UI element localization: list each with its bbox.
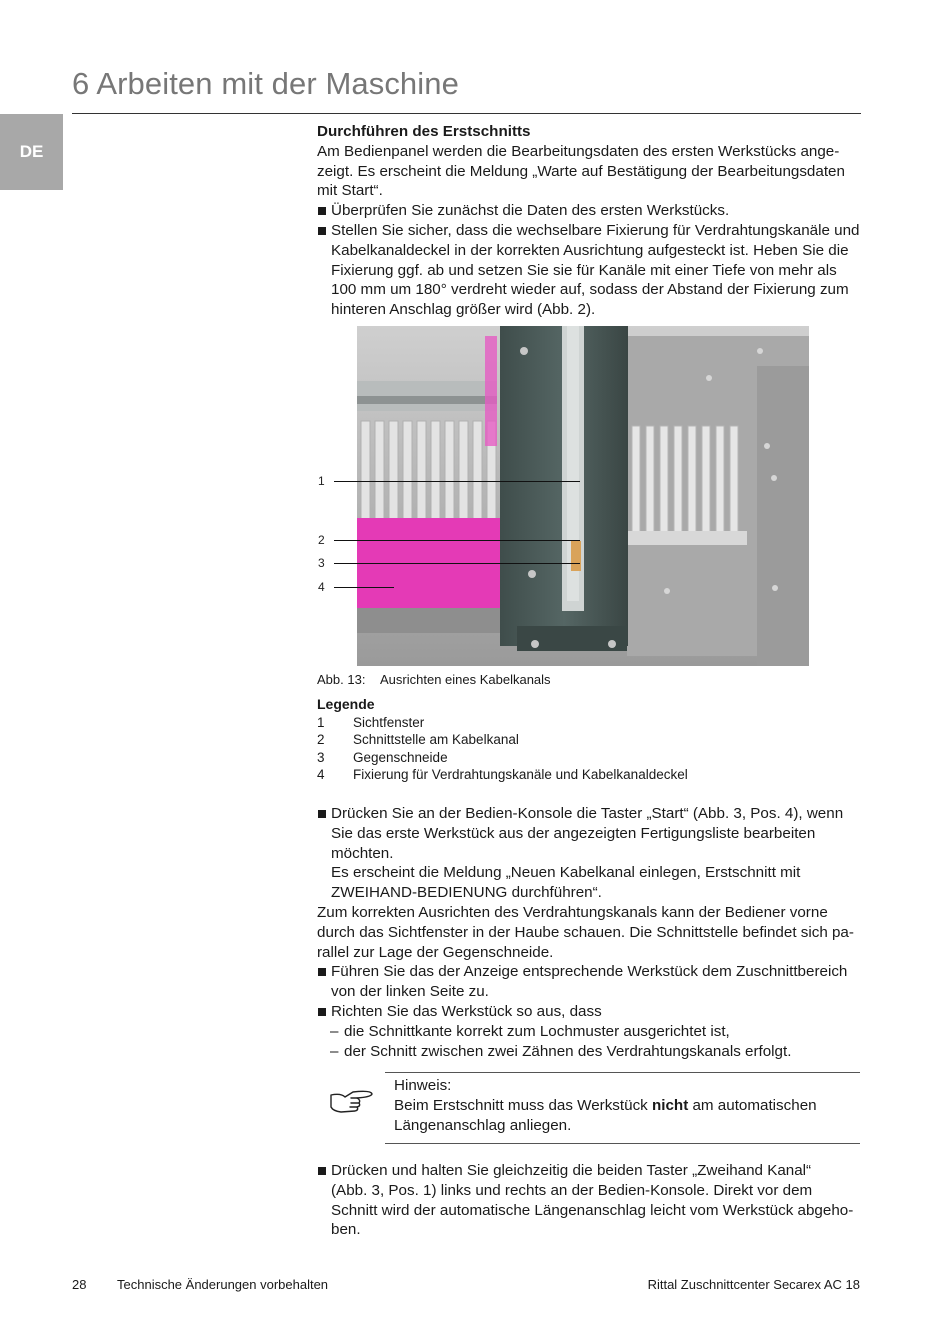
note-line: Längenanschlag anliegen. — [394, 1116, 572, 1134]
footer-right: Rittal Zuschnittcenter Secarex AC 18 — [647, 1277, 860, 1292]
footer-left: Technische Änderungen vorbehalten — [117, 1277, 329, 1292]
paragraph-line: durch das Sichtfenster in der Haube schauen. Die Schnittstelle befindet sich pa- — [317, 923, 854, 941]
bullet-line: Richten Sie das Werkstück so aus, dass — [317, 1002, 862, 1022]
callout-number: 2 — [318, 533, 325, 547]
legend-text: Sichtfenster — [353, 714, 425, 730]
result-line: Es erscheint die Meldung „Neuen Kabelkanal einlegen, Erstschnitt mit — [331, 864, 801, 882]
page-number: 28 — [72, 1277, 87, 1292]
bullet-check-data: Überprüfen Sie zunächst die Daten des ersten Werkstücks. — [317, 201, 862, 221]
note-label: Hinweis: — [394, 1077, 452, 1094]
note-text-part: Beim Erstschnitt muss das Werkstück — [394, 1096, 652, 1114]
caption-number: Abb. 13: — [317, 672, 366, 687]
dash-item: – die Schnittkante korrekt zum Lochmuster ausgerichtet ist, — [330, 1022, 730, 1040]
dash-item-text: der Schnitt zwischen zwei Zähnen des Verdrahtungskanals erfolgt. — [344, 1042, 792, 1060]
legend-text: Schnittstelle am Kabelkanal — [353, 732, 519, 748]
section-two-hand — [317, 1161, 862, 1240]
note-rule-bottom — [385, 1143, 860, 1144]
callout-line-4 — [334, 587, 394, 588]
legend-title: Legende — [317, 696, 375, 712]
paragraph-line: rallel zur Lage der Gegenschneide. — [317, 943, 554, 961]
note-rule-top — [385, 1072, 860, 1073]
callout-line-3 — [334, 563, 580, 564]
bullet-fixation — [317, 221, 862, 320]
legend-text: Fixierung für Verdrahtungskanäle und Kabelkanaldeckel — [353, 767, 688, 783]
caption-text: Ausrichten eines Kabelkanals — [380, 672, 551, 687]
legend-number: 2 — [317, 732, 325, 748]
callout-line-1 — [334, 481, 580, 482]
legend-number: 3 — [317, 749, 325, 765]
note-emphasis: nicht — [651, 1096, 689, 1114]
legend-number: 1 — [317, 714, 325, 730]
dash-item: – der Schnitt zwischen zwei Zähnen des Verdrahtungskanals erfolgt. — [330, 1042, 792, 1060]
callout-line-2 — [334, 540, 580, 541]
bullet-line: (Abb. 3, Pos. 1) links und rechts an der Bedien-Konsole. Direkt vor dem — [331, 1181, 813, 1199]
paragraph-line: Zum korrekten Ausrichten des Verdrahtungskanals kann der Bediener vorne — [317, 903, 828, 921]
bullet-line: möchten. — [331, 844, 394, 862]
machine-photo — [318, 326, 809, 666]
legend-item — [317, 749, 688, 767]
language-tab: DE — [0, 114, 63, 190]
note-box — [317, 1072, 862, 1145]
intro-line: zeigt. Es erscheint die Meldung „Warte auf Bestätigung der Bearbeitungsdaten — [317, 162, 845, 180]
bullet-line: von der linken Seite zu. — [331, 983, 489, 1001]
dash-item-text: die Schnittkante korrekt zum Lochmuster ausgerichtet ist, — [344, 1022, 730, 1040]
bullet-line: Drücken Sie an der Bedien-Konsole die Taster „Start“ (Abb. 3, Pos. 4), wenn — [317, 804, 862, 824]
note-text — [394, 1076, 817, 1135]
legend-text: Gegenschneide — [353, 749, 448, 765]
legend-number: 4 — [317, 767, 325, 783]
callout-number: 1 — [318, 474, 325, 488]
bullet-line: Schnitt wird der automatische Längenanschlag leicht vom Werkstück abgeho- — [331, 1201, 854, 1219]
bullet-line: ben. — [331, 1221, 361, 1239]
note-line — [394, 1096, 817, 1116]
header-rule — [72, 113, 861, 114]
section-heading: Durchführen des Erstschnitts — [317, 123, 531, 140]
bullet-line: 100 mm um 180° verdreht wieder auf, sodass der Abstand der Fixierung zum — [331, 281, 849, 299]
bullet-line: Kabelkanaldeckel in der korrekten Ausrichtung aufgesteckt ist. Heben Sie die — [331, 241, 849, 259]
callout-number: 4 — [318, 580, 325, 594]
section-first-cut — [317, 122, 862, 320]
bullet-line: Fixierung ggf. ab und setzen Sie sie für Kanäle mit einer Tiefe von mehr als — [331, 261, 837, 279]
bullet-line: Sie das erste Werkstück aus der angezeigten Fertigungsliste bearbeiten — [331, 824, 816, 842]
intro-line: mit Start“. — [317, 182, 383, 200]
figure-caption — [317, 672, 551, 687]
note-text-part: am automatischen — [688, 1096, 817, 1114]
legend-item — [317, 731, 688, 749]
result-line: ZWEIHAND-BEDIENUNG durchführen“. — [331, 884, 602, 902]
callout-number: 3 — [318, 556, 325, 570]
section-alignment — [317, 804, 862, 1061]
bullet-line: Führen Sie das der Anzeige entsprechende Werkstück dem Zuschnittbereich — [317, 962, 862, 982]
pointing-hand-icon — [327, 1085, 375, 1122]
intro-line: Am Bedienpanel werden die Bearbeitungsdaten des ersten Werkstücks ange- — [317, 142, 840, 160]
legend-item — [317, 766, 688, 784]
legend — [317, 696, 688, 784]
bullet-line: Stellen Sie sicher, dass die wechselbare Fixierung für Verdrahtungskanäle und — [317, 221, 862, 241]
legend-item — [317, 714, 688, 732]
bullet-line: hinteren Anschlag größer wird (Abb. 2). — [331, 301, 596, 319]
bullet-line: Drücken und halten Sie gleichzeitig die beiden Taster „Zweihand Kanal“ — [317, 1161, 862, 1181]
chapter-title: 6 Arbeiten mit der Maschine — [72, 66, 459, 101]
